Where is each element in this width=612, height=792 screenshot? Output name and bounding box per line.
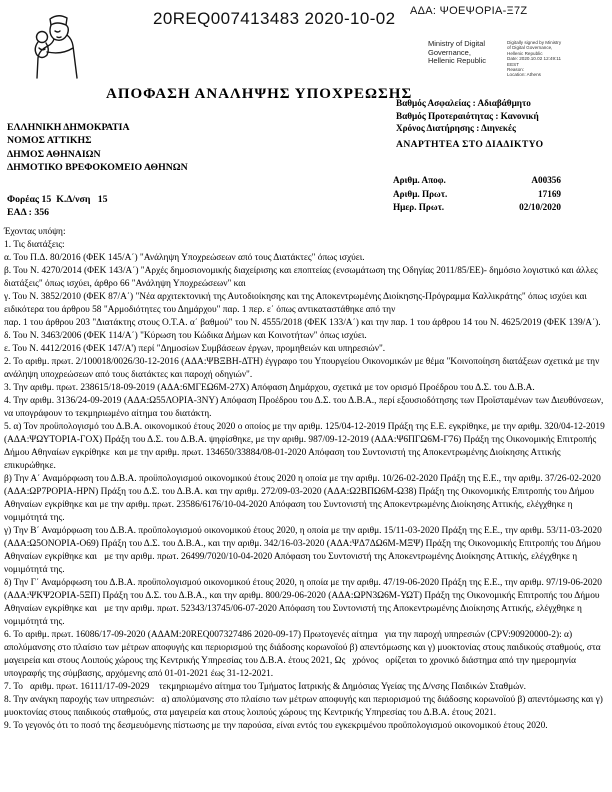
signature-detail-line: EEST <box>507 61 519 67</box>
body-paragraph: 3. Την αριθμ. πρωτ. 238615/18-09-2019 (ΑΔΑ:6ΜΓΕΩ6Μ-27Χ) Απόφαση Δημάρχου, σχετικά με τον ορισμό Προέδρου του Δ.Σ. του Δ.Β.Α. <box>4 383 535 393</box>
signature-details <box>507 40 599 78</box>
body-paragraph: 9. Το γεγονός ότι το ποσό της δεσμευόμενης πίστωσης με την παρούσα, είναι εντός του εγκεκριμένου προϋπολογισμού οικονομικού έτους 2020. <box>4 721 548 731</box>
anartitea-label: ΑΝΑΡΤΗΤΕΑ ΣΤΟ ΔΙΑΔΙΚΤΥΟ <box>396 139 544 150</box>
body-paragraph: δ) Την Γ΄ Αναμόρφωση του Δ.Β.Α. προϋπολογισμού οικονομικού έτους 2020, η οποία με την αριθμ. 47/19-06-2020 Πράξη της Ε.Ε., την αριθμ. 97/19-06-2020 (ΑΔΑ:ΨΚΨ2ΟΡΙΑ-5ΞΠ) Πράξη του Δ.Σ. του Δ.Β.Α., και την αριθμ. 800/29-06-2020 (ΑΔΑ:ΩΡΝ3Ω6Μ-ΥΩΤ) Πράξη της Οικονομικής Επιτροπής του Δήμου Αθηναίων εγκρίθηκε και με την αριθμ. πρωτ. 52343/13745/06-07-2020 Απόφαση του Συντονιστή της Αποκεντρωμένης Διοίκησης Αττικής, ελέγχθηκε η νομιμότητά της. <box>4 578 605 627</box>
org-header-line: ΔΗΜΟΣ ΑΘΗΝΑΙΩΝ <box>7 148 101 160</box>
signature-detail-line: Date: 2020.10.02 12:49:11 <box>507 56 562 62</box>
org-header-line: ΝΟΜΟΣ ΑΤΤΙΚΗΣ <box>7 135 92 147</box>
page-title: ΑΠΟΦΑΣΗ ΑΝΑΛΗΨΗΣ ΥΠΟΧΡΕΩΣΗΣ <box>106 86 413 102</box>
doc-number-row <box>393 201 561 215</box>
signature-detail-line: Hellenic Republic <box>507 50 543 56</box>
body-paragraph: β. Του Ν. 4270/2014 (ΦΕΚ 143/Α΄) "Αρχές δημοσιονομικής διαχείρισης και εποπτείας (ενσωμάτωση της Οδηγίας 2011/85/ΕΕ)- δημόσιο λογιστικό και άλλες διατάξεις" όπως ισχύει, άρθρο 66 "Ανάληψη Υποχρεώσεων" και <box>4 266 601 289</box>
org-header-line: ΔΗΜΟΤΙΚΟ ΒΡΕΦΟΚΟΜΕΙΟ ΑΘΗΝΩΝ <box>7 162 188 174</box>
body-paragraph: δ. Του Ν. 3463/2006 (ΦΕΚ 114/Α΄) "Κύρωση του Κώδικα Δήμων και Κοινοτήτων" όπως ισχύει. <box>4 331 367 341</box>
body-paragraph: 1. Τις διατάξεις: <box>4 240 65 250</box>
digital-signature-stamp <box>428 40 599 78</box>
protocol-number-label: Αριθμ. Πρωτ. <box>393 188 448 199</box>
document-body <box>4 226 609 733</box>
ada-code: ΑΔΑ: ΨΟΕΨΟΡΙΑ-Ξ7Ζ <box>410 5 528 17</box>
protocol-date-label: Ημερ. Πρωτ. <box>393 202 445 213</box>
org-header-line: ΕΛΛΗΝΙΚΗ ΔΗΜΟΚΡΑΤΙΑ <box>7 122 130 133</box>
body-paragraph: παρ. 1 του άρθρου 203 "Διατάκτης στους Ο.Τ.Α. α΄ βαθμού" του Ν. 4555/2018 (ΦΕΚ 133/Α΄) και την παρ. 1 του άρθρου 14 του Ν. 4625/2019 (ΦΕΚ 139/Α΄). <box>4 318 601 328</box>
nurse-and-infant-logo <box>26 12 84 80</box>
body-paragraph: α. Του Π.Δ. 80/2016 (ΦΕΚ 145/Α΄) "Ανάληψη Υποχρεώσεων από τους Διατάκτες" όπως ισχύει. <box>4 253 365 263</box>
signature-authority-line: Hellenic Republic <box>428 56 486 66</box>
body-paragraph: 8. Την ανάγκη παροχής των υπηρεσιών: α) απολύμανσης στο πλαίσιο των μέτρων αποφυγής και περιορισμού της διάδοσης κορωνοϊού β) απεντόμωσης και γ) μυοκτονίας στους παιδικούς σταθμούς, στα μαγειρεία και στους λοιπούς χώρους της Κεντρικής Υπηρεσίας του Δ.Β.Α. έτους 2021. <box>4 695 606 718</box>
body-paragraph: γ) Την Β΄ Αναμόρφωση του Δ.Β.Α. προϋπολογισμού οικονομικού έτους 2020, η οποία με την αριθμ. 15/11-03-2020 Πράξη της Ε.Ε., την αριθμ. 53/11-03-2020 (ΑΔΑ:Ω5ΟΝΟΡΙΑ-Ο69) Πράξη του Δ.Σ. του Δ.Β.Α., και την αριθμ. 342/16-03-2020 (ΑΔΑ:ΨΔ7ΔΩ6Μ-ΜΞΨ) Πράξη της Οικονομικής Επιτροπής του Δήμου Αθηναίων εγκρίθηκε και με την αριθμ. πρωτ. 26499/7020/10-04-2020 Απόφαση του Συντονιστή της Αποκεντρωμένης Διοίκησης Αττικής, ελέγχθηκε η νομιμότητά της. <box>4 526 605 575</box>
classification-line: Βαθμός Προτεραιότητας : Κανονική <box>396 110 539 121</box>
signature-detail-line: Location: Athens <box>507 72 541 78</box>
ead-line: ΕΑΔ : 356 <box>7 207 50 218</box>
classification-line: Βαθμός Ασφαλείας : Αδιαβάθμητο <box>396 98 531 108</box>
body-paragraph: β) Την Α΄ Αναμόρφωση του Δ.Β.Α. προϋπολογισμού οικονομικού έτους 2020 η οποία με την αριθμ. 10/26-02-2020 Πράξη της Ε.Ε., την αριθμ. 37/26-02-2020 (ΑΔΑ:ΩΡ7ΡΟΡΙΑ-ΗΡΝ) Πράξη του Δ.Σ. του Δ.Β.Α. και την αριθμ. 272/09-03-2020 (ΑΔΑ:Ω2ΒΠΩ6Μ-Ω38) Πράξη της Οικονομικής Επιτροπής του Δήμου Αθηναίων εγκρίθηκε και με την αριθμ. πρωτ. 23586/6176/10-04-2020 Απόφαση του Συντονιστή της Αποκεντρωμένης Διοίκησης Αττικής, ελέγχθηκε η νομιμότητά της. <box>4 474 604 523</box>
org-header-block <box>7 121 188 175</box>
decision-number-value: Α00356 <box>531 175 561 185</box>
body-paragraph: Έχοντας υπόψη: <box>4 227 66 237</box>
body-paragraph: 7. Το αριθμ. πρωτ. 16111/17-09-2029 τεκμηριωμένο αίτημα του Τμήματος Ιατρικής & Δημόσιας Υγείας της Δ/νσης Παιδικών Σταθμών. <box>4 682 526 692</box>
doc-number-row <box>393 188 561 202</box>
body-paragraph: ε. Του Ν. 4412/2016 (ΦΕΚ 147/Α') περί "Δημοσίων Συμβάσεων έργων, προμηθειών και υπηρεσιών". <box>4 344 386 354</box>
body-paragraph: 5. α) Τον προϋπολογισμό του Δ.Β.Α. οικονομικού έτους 2020 ο οποίος με την αριθμ. 125/04-12-2019 Πράξη της Ε.Ε. εγκρίθηκε, με την αριθμ. 320/04-12-2019 (ΑΔΑ:ΨΩΥΤΟΡΙΑ-ΓΟΧ) Πράξη του Δ.Σ. του Δ.Β.Α. ψηφίσθηκε, με την αριθμ. 987/09-12-2019 (ΑΔΑ:Ψ6ΠΓΩ6Μ-Γ76) Πράξη της Οικονομικής Επιτροπής Δήμου Αθηναίων εγκρίθηκε και με την αριθμ. πρωτ. 134650/33884/08-01-2020 Απόφαση του Συντονιστή της Αποκεντρωμένης Διοίκησης Αττικής επικυρώθηκε. <box>4 422 608 471</box>
protocol-date-value: 02/10/2020 <box>519 202 561 213</box>
body-paragraph: 6. Το αριθμ. πρωτ. 16086/17-09-2020 (ΑΔΑΜ:20REQ007327486 2020-09-17) Πρωτογενές αίτημα για την παροχή υπηρεσιών (CPV:90920000-2): α) απολύμανσης στο πλαίσιο των μέτρων αποφυγής και περιορισμού της διάδοσης κορωνοϊού β) απεντόμωσης και γ) μυοκτονίας στους παιδικούς σταθμούς, στα μαγειρεία και στους Λοιπούς χώρους της Κεντρικής Υπηρεσίας του Δ.Β.Α. έτους 2021, Ως χρόνος ορίζεται το χρονικό διάστημα από την ημερομηνία υπογραφής της σύμβασης, αρχόμενης από 01-01-2021 έως 31-12-2021. <box>4 630 603 679</box>
adam-req-code: 20REQ007413483 2020-10-02 <box>153 9 396 28</box>
protocol-number-value: 17169 <box>538 188 561 199</box>
doc-numbers-block <box>393 174 561 215</box>
signature-detail-line: Digitally signed by Ministry <box>507 40 562 45</box>
signature-authority-line: Ministry of Digital <box>428 39 486 48</box>
signature-detail-line: of Digital Governance, <box>507 45 553 51</box>
body-paragraph: 4. Την αριθμ. 3136/24-09-2019 (ΑΔΑ:Ω55ΛΟΡΙΑ-3ΝΥ) Απόφαση Προέδρου του Δ.Σ. του Δ.Β.Α., περί εξουσιοδότησης των Προϊσταμένων των Διευθύνσεων, να υπογράφουν το τεκμηριωμένο αίτημα του διατάκτη. <box>4 396 606 419</box>
classification-line: Χρόνος Διατήρησης : Διηνεκές <box>396 123 516 134</box>
signature-authority <box>428 40 502 78</box>
signature-authority-line: Governance, <box>428 47 471 57</box>
body-paragraph: 2. Το αριθμ. πρωτ. 2/100018/0026/30-12-2016 (ΑΔΑ:ΨΒΞΒΗ-ΔΤΗ) έγγραφο του Υπουργείου Οικονομικών με θέμα "Κοινοποίηση διατάξεων σχετικά με την ανάληψη υποχρεώσεων από τους διατάκτες και παροχή οδηγιών". <box>4 357 602 380</box>
body-paragraph: γ. Του Ν. 3852/2010 (ΦΕΚ 87/Α΄) "Νέα αρχιτεκτονική της Αυτοδιοίκησης και της Αποκεντρωμένης Διοίκησης-Πρόγραμμα Καλλικράτης" όπως ισχύει και ειδικότερα του άρθρου 58 "Αρμοδιότητες του Δημάρχου" παρ. 1 περ. ε΄ όπως αντικαταστάθηκε από την <box>4 292 590 315</box>
foreas-line: Φορέας 15 Κ.Δ/νση 15 <box>7 194 108 205</box>
doc-number-row <box>393 174 561 188</box>
classification-block <box>396 97 539 135</box>
signature-detail-line: Reason: <box>507 67 525 73</box>
decision-number-label: Αριθμ. Αποφ. <box>393 175 446 185</box>
